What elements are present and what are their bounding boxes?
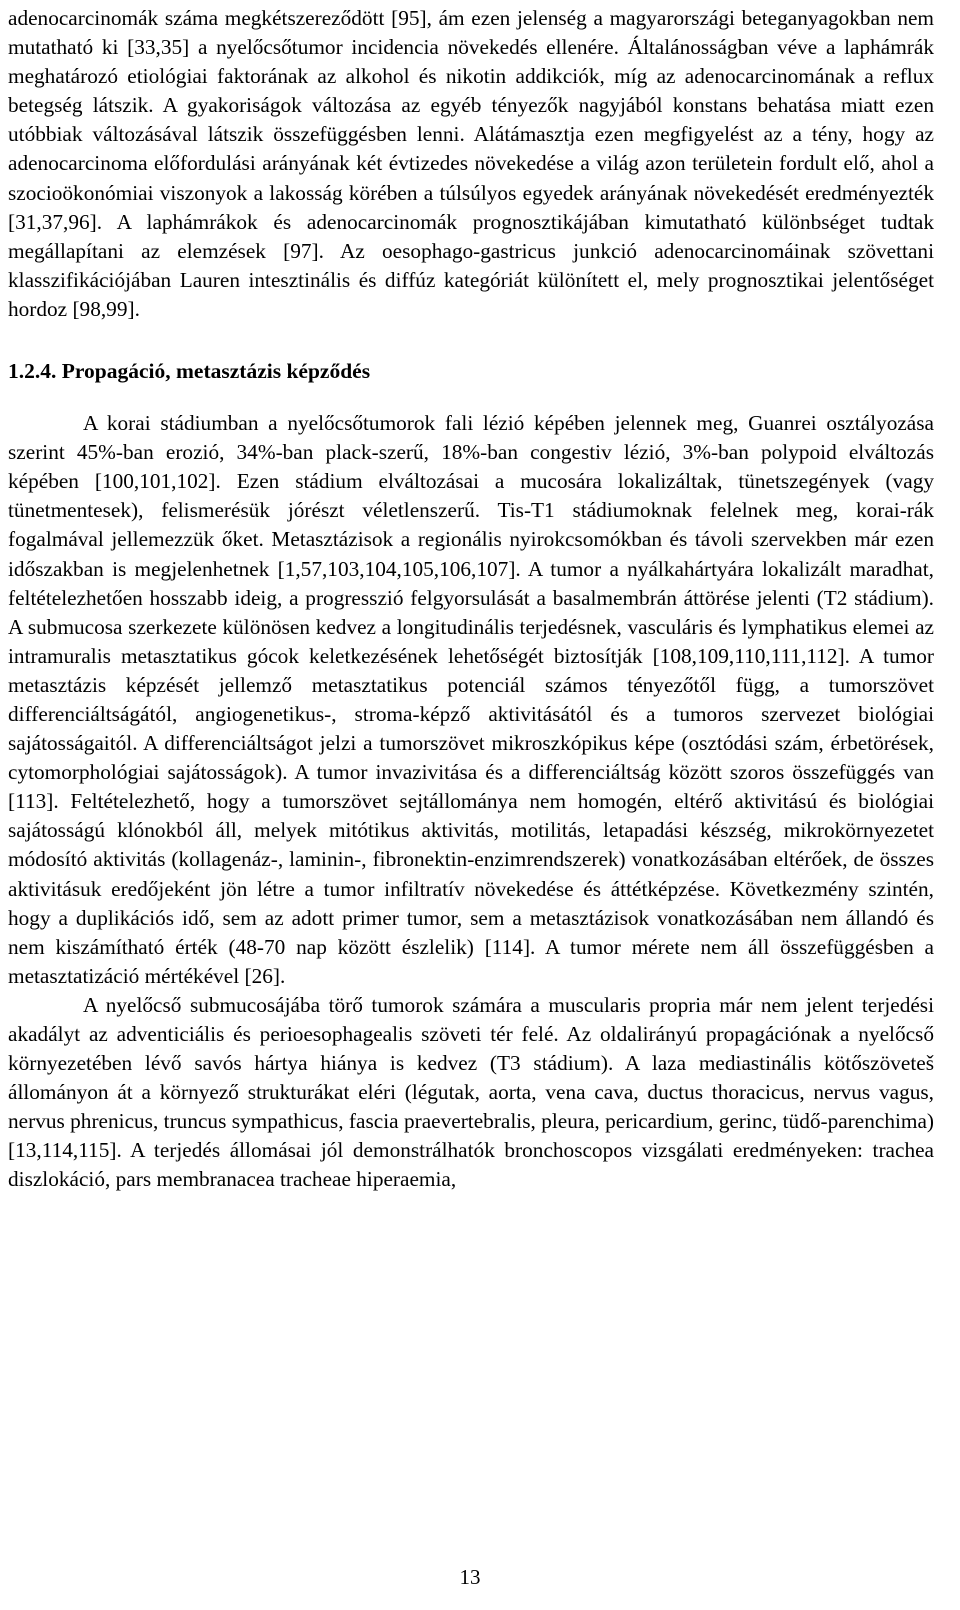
page-number: 13 [459,1565,481,1589]
document-page [8,4,934,1195]
section-heading: 1.2.4. Propagáció, metasztázis képződés [8,359,371,384]
paragraph-propagation: A korai stádiumban a nyelőcsőtumorok fali lézió képében jelennek meg, Guanrei osztályozása szerint 45%-ban erozió, 34%-ban plack-szerű, 18%-ban congestiv lézió, 3%-ban polypoid elváltozás képében [100,101,102]. Ezen stádium elváltozásai a mucosára lokalizáltak, tünetszegények (vagy tünetmentesek), felismerésük jórészt véletlenszerű. Tis-T1 stádiumoknak felelnek meg, korai-rák fogalmával jellemezzük őket. Metasztázisok a regionális nyirokcsomókban és távoli szervekben már ezen időszakban is megjelenhetnek [1,57,103,104,105,106,107]. A tumor a nyálkahártyára lokalizált maradhat, feltételezhetően hosszabb ideig, a progresszió felgyorsulását a basalmembrán áttörése jelenti (T2 stádium). A submucosa szerkezete különösen kedvez a longitudinális terjedésnek, vasculáris és lymphatikus elemei az intramuralis metasztatikus gócok keletkezésének lehetőségét biztosítják [108,109,110,111,112]. A tumor metasztázis képzését jellemző metasztatikus potenciál számos tényezőtől függ, a tumorszövet differenciáltságától, angiogenetikus-, stroma-képző aktivitásától és a tumoros szervezet biológiai sajátosságaitól. A differenciáltságot jelzi a tumorszövet mikroszkópikus képe (osztódási szám, érbetörések, cytomorphológiai sajátosságok). A tumor invazivitása és a differenciáltság között szoros összefüggés van [113]. Feltételezhető, hogy a tumorszövet sejtállománya nem homogén, eltérő aktivitású és biológiai sajátosságú klónokból áll, melyek mitótikus aktivitás, motilitás, letapadási készség, mikrokörnyezetet módosító aktivitás (kollagenáz-, laminin-, fibronektin-enzimrendszerek) vonatkozásában eltérőek, de összes aktivitásuk eredőjeként jön létre a tumor infiltratív növekedése és áttétképzése. Következmény szintén, hogy a duplikációs idő, sem az adott primer tumor, sem a metasztázisok vonatkozásában nem állandó és nem kiszámítható érték (48-70 nap között észlelik) [114]. A tumor mérete nem áll összefüggésben a metasztatizáció mértékével [26]. [8,411,935,988]
paragraph-continued: adenocarcinomák száma megkétszereződött [95], ám ezen jelenség a magyarországi beteganyagokban nem mutatható ki [33,35] a nyelőcsőtumor incidencia növekedés ellenére. Általánosságban véve a laphámrák meghatározó etiológiai faktorának az alkohol és nikotin addikciók, míg az adenocarcinomának a reflux betegség látszik. A gyakoriságok változása az egyéb tényezők nagyjából konstans behatása miatt ezen utóbbiak változásával látszik összefüggésben lenni. Alátámasztja ezen megfigyelést az a tény, hogy az adenocarcinoma előfordulási arányának két évtizedes növekedése a világ azon területein fordult elő, ahol a szocioökonómiai viszonyok a lakosság körében a túlsúlyos egyedek arányának növekedését eredményezték [31,37,96]. A laphámrákok és adenocarcinomák prognosztikájában kimutatható különbséget tudtak megállapítani az elemzések [97]. Az oesophago-gastricus junkció adenocarcinomáinak szövettani klasszifikációjában Lauren intesztinális és diffúz kategóriát különített el, mely prognosztikai jelentőséget hordoz [98,99]. [8,6,934,321]
paragraph-submucosa: A nyelőcső submucosájába törő tumorok számára a muscularis propria már nem jelent terjedési akadályt az adventiciális és perioesophagealis szöveti tér felé. Az oldalirányú propagációnak a nyelőcső környezetében lévő savós hártya hiánya is kedvez (T3 stádium). A laza mediastinális kötőszöveteš állományon át a környező strukturákat eléri (légutak, aorta, vena cava, ductus thoracicus, nervus vagus, nervus phrenicus, truncus sympathicus, fascia praevertebralis, pleura, pericardium, gerinc, tüdő-parenchima) [13,114,115]. A terjedés állomásai jól demonstrálhatók bronchoscopos vizsgálati eredményeken: trachea diszlokáció, pars membranacea tracheae hiperaemia, [8,992,934,1192]
